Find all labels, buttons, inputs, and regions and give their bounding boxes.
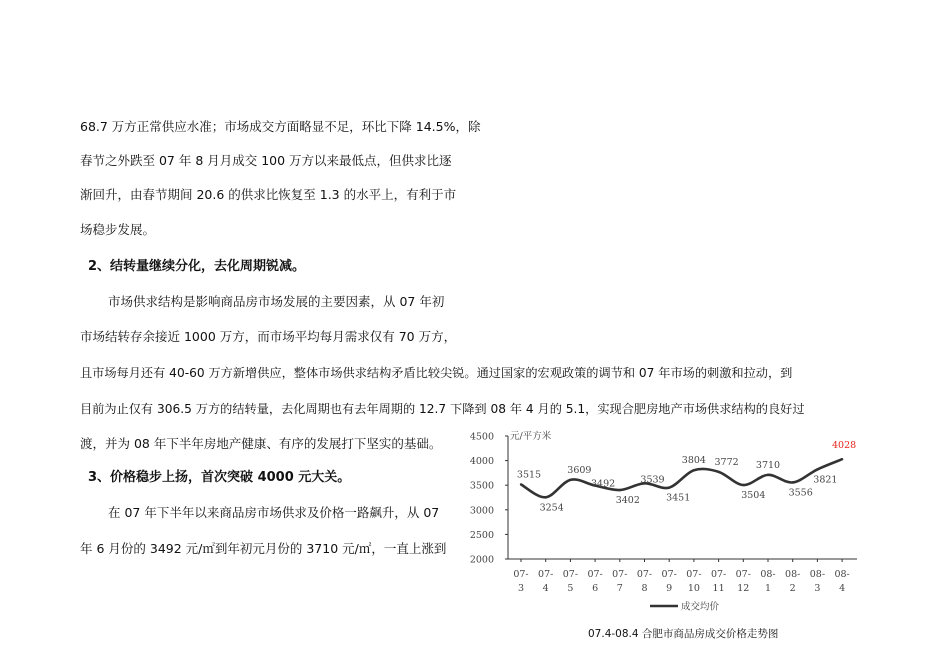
y-tick-label: 3500 <box>469 480 494 492</box>
data-label: 3402 <box>615 495 640 507</box>
data-point <box>668 486 670 488</box>
x-tick-label: 6 <box>592 583 599 594</box>
data-point <box>767 474 769 476</box>
x-tick-label: 1 <box>764 583 772 594</box>
x-tick-label: 3 <box>814 583 821 594</box>
y-tick-label: 3000 <box>469 505 494 517</box>
x-tick-label: 08- <box>760 569 776 580</box>
x-tick-label: 3 <box>517 583 525 594</box>
x-tick-label: 7 <box>616 583 623 594</box>
chart-svg <box>462 426 872 626</box>
data-label: 3451 <box>666 492 691 504</box>
x-tick-label: 07- <box>538 569 554 580</box>
paragraph-2-line: 市场结转存余接近 1000 万方，而市场平均每月需求仅有 70 万方， <box>80 329 457 344</box>
x-tick-label: 07- <box>686 569 702 580</box>
x-tick-label: 08- <box>785 569 801 580</box>
data-label: 3254 <box>539 502 564 514</box>
x-tick-label: 07- <box>612 569 628 580</box>
paragraph-2-line: 且市场每月还有 40-60 万方新增供应，整体市场供求结构矛盾比较尖锐。通过国家的宏观政策的调节和 07 年市场的刺激和拉动，到 <box>80 366 793 380</box>
x-tick-label: 08- <box>834 569 850 580</box>
data-point <box>545 496 547 498</box>
legend-label: 成交均价 <box>681 601 720 613</box>
data-label: 3515 <box>516 469 542 481</box>
x-tick-label: 07- <box>636 569 653 580</box>
y-tick-label: 4500 <box>469 431 494 443</box>
chart-caption: 07.4-08.4 合肥市商品房成交价格走势图 <box>588 628 779 640</box>
data-label: 3556 <box>788 487 813 499</box>
data-label: 3804 <box>681 455 706 467</box>
data-point <box>693 469 695 471</box>
y-tick-label: 4000 <box>469 456 494 468</box>
data-label: 4028 <box>832 440 857 452</box>
data-label: 3710 <box>755 459 781 471</box>
paragraph-2-line: 渡，并为 08 年下半年房地产健康、有序的发展打下坚实的基础。 <box>80 436 442 451</box>
x-tick-label: 07- <box>735 569 751 580</box>
x-tick-label: 2 <box>789 583 796 594</box>
data-point <box>569 479 571 481</box>
data-point <box>841 458 843 460</box>
data-point <box>717 471 719 473</box>
x-tick-label: 07- <box>587 569 603 580</box>
paragraph-1-line: 渐回升，由春节期间 20.6 的供求比恢复至 1.3 的水平上，有利于市 <box>80 187 457 202</box>
x-tick-label: 10 <box>687 583 700 594</box>
y-tick-label: 2500 <box>469 529 494 541</box>
data-label: 3772 <box>714 456 739 468</box>
x-tick-label: 12 <box>737 583 750 594</box>
x-tick-label: 07- <box>513 569 529 580</box>
paragraph-2-line: 目前为止仅有 306.5 万方的结转量，去化周期也有去年周期的 12.7 下降到 08 年 4 月的 5.1，实现合肥房地产市场供求结构的良好过 <box>80 402 805 416</box>
data-label: 3492 <box>591 478 616 490</box>
paragraph-1-line: 场稳步发展。 <box>80 222 156 237</box>
section-heading-3: 3、价格稳步上扬，首次突破 4000 元大关。 <box>88 470 351 485</box>
data-point <box>520 483 522 485</box>
data-point <box>816 468 818 470</box>
x-tick-label: 08- <box>809 569 826 580</box>
x-tick-label: 8 <box>641 583 648 594</box>
x-tick-label: 07- <box>661 569 677 580</box>
x-tick-label: 5 <box>567 583 574 594</box>
paragraph-3-line: 年 6 月份的 3492 元/㎡到年初元月份的 3710 元/㎡，一直上涨到 <box>80 541 447 556</box>
data-label: 3504 <box>741 490 766 502</box>
x-tick-label: 11 <box>712 583 725 594</box>
y-axis-label: 元/平方米 <box>510 431 552 442</box>
y-tick-label: 2000 <box>469 554 494 566</box>
data-point <box>742 484 744 486</box>
x-tick-label: 9 <box>666 583 673 594</box>
x-tick-label: 4 <box>542 583 549 594</box>
paragraph-1-line: 春节之外跌至 07 年 8 月月成交 100 万方以来最低点，但供求比逐 <box>80 153 452 168</box>
data-label: 3539 <box>640 474 665 486</box>
paragraph-3-line: 在 07 年下半年以来商品房市场供求及价格一路飙升，从 07 <box>108 505 440 520</box>
section-heading-2: 2、结转量继续分化，去化周期锐减。 <box>88 259 306 274</box>
paragraph-2-line: 市场供求结构是影响商品房市场发展的主要因素，从 07 年初 <box>108 294 445 309</box>
x-tick-label: 4 <box>839 583 846 594</box>
paragraph-1-line: 68.7 万方正常供应水准；市场成交方面略显不足，环比下降 14.5%，除 <box>80 119 481 134</box>
price-trend-chart <box>462 426 872 636</box>
x-tick-label: 07- <box>710 569 727 580</box>
data-label: 3821 <box>813 474 838 486</box>
x-tick-label: 07- <box>562 569 579 580</box>
data-point <box>792 481 794 483</box>
data-point <box>619 489 621 491</box>
data-label: 3609 <box>567 464 592 476</box>
